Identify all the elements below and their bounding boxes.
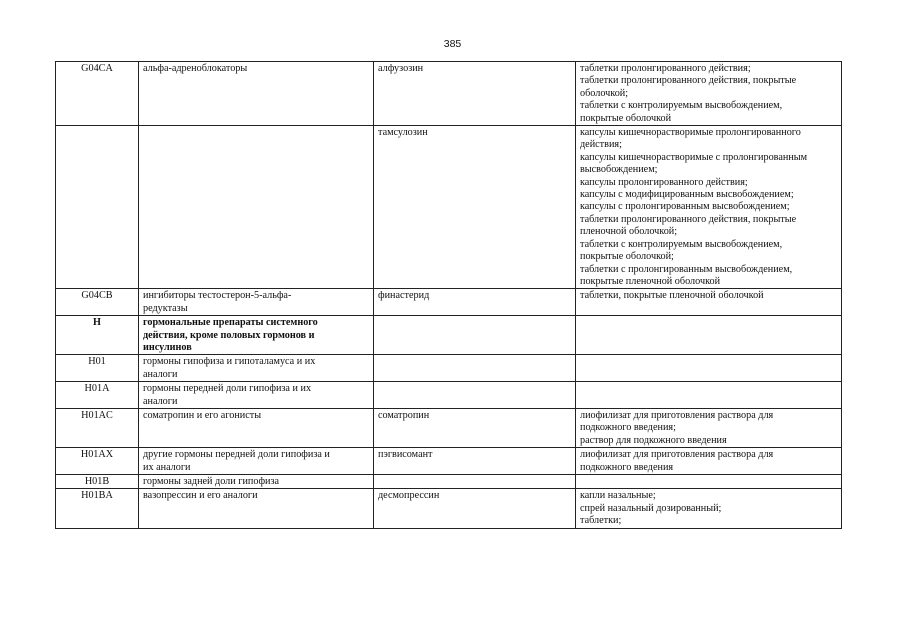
group-name-cell — [139, 289, 374, 316]
table-row — [56, 126, 842, 289]
group-name-cell — [139, 408, 374, 447]
dosage-forms-cell-line: таблетки с контролируемым высвобождением, — [580, 100, 783, 112]
dosage-forms-cell-line: покрытые оболочкой — [580, 112, 672, 124]
table-row — [56, 316, 842, 355]
atc-code-cell — [56, 289, 139, 316]
atc-code-cell — [56, 62, 139, 126]
atc-code-cell-line: H01A — [84, 383, 110, 395]
group-name-cell-line: соматропин и его агонисты — [143, 409, 262, 421]
dosage-forms-cell-line: спрей назальный дозированный; — [580, 502, 722, 514]
group-name-cell-line: другие гормоны передней доли гипофиза и — [143, 449, 330, 461]
group-name-cell — [139, 382, 374, 409]
dosage-forms-cell-line: подкожного введения; — [580, 422, 676, 434]
dosage-forms-cell-line: таблетки; — [580, 515, 622, 527]
dosage-forms-cell-line: капсулы с модифицированным высвобождением; — [580, 189, 794, 201]
table-row — [56, 475, 842, 489]
table-body — [56, 62, 842, 529]
dosage-forms-cell — [576, 62, 842, 126]
group-name-cell-line: действия, кроме половых гормонов и — [143, 329, 315, 341]
table-row — [56, 382, 842, 409]
drug-name-cell — [374, 382, 576, 409]
drug-name-cell — [374, 126, 576, 289]
group-name-cell-line: гормональные препараты системного — [143, 317, 318, 329]
atc-code-cell-line: G04CB — [81, 290, 113, 302]
dosage-forms-cell-line: таблетки, покрытые пленочной оболочкой — [580, 290, 764, 302]
drug-name-cell-line: тамсулозин — [378, 127, 428, 139]
dosage-forms-cell — [576, 126, 842, 289]
dosage-forms-cell-line: таблетки пролонгированного действия; — [580, 63, 751, 74]
group-name-cell — [139, 126, 374, 289]
group-name-cell — [139, 62, 374, 126]
dosage-forms-cell-line: таблетки пролонгированного действия, покрытые — [580, 213, 797, 225]
atc-code-cell — [56, 408, 139, 447]
dosage-forms-cell-line: таблетки с контролируемым высвобождением, — [580, 238, 783, 250]
dosage-forms-cell-line: лиофилизат для приготовления раствора для — [580, 449, 774, 461]
dosage-forms-cell-line: таблетки с пролонгированным высвобождением, — [580, 263, 793, 275]
dosage-forms-cell-line: покрытые пленочной оболочкой — [580, 275, 721, 287]
drug-name-cell-line: соматропин — [378, 409, 430, 421]
drug-name-cell — [374, 475, 576, 489]
dosage-forms-cell — [576, 316, 842, 355]
atc-code-cell-line: H01 — [88, 356, 106, 368]
group-name-cell — [139, 316, 374, 355]
dosage-forms-cell-line: подкожного введения — [580, 461, 674, 473]
drug-name-cell — [374, 355, 576, 382]
atc-code-cell — [56, 355, 139, 382]
drug-name-cell — [374, 316, 576, 355]
dosage-forms-cell — [576, 448, 842, 475]
drug-name-cell — [374, 489, 576, 528]
group-name-cell-line: гормоны гипофиза и гипоталамуса и их — [143, 356, 316, 368]
atc-code-cell — [56, 316, 139, 355]
dosage-forms-cell-line: оболочкой; — [580, 87, 629, 99]
dosage-forms-cell — [576, 475, 842, 489]
atc-code-cell-line: H01B — [84, 476, 110, 487]
dosage-forms-cell — [576, 408, 842, 447]
atc-code-cell-line: H01AX — [80, 449, 114, 461]
dosage-forms-cell-line: высвобождением; — [580, 164, 658, 176]
group-name-cell-line: их аналоги — [143, 461, 191, 473]
dosage-forms-cell-line: таблетки пролонгированного действия, покрытые — [580, 75, 797, 87]
atc-code-cell — [56, 126, 139, 289]
dosage-forms-cell-line: пленочной оболочкой; — [580, 226, 678, 238]
group-name-cell-line: гормоны задней доли гипофиза — [143, 476, 280, 487]
group-name-cell-line: редуктазы — [143, 302, 188, 314]
dosage-forms-cell-line: капсулы кишечнорастворимые с пролонгированным — [580, 151, 808, 163]
page-number: 385 — [443, 38, 462, 50]
dosage-forms-cell-line: лиофилизат для приготовления раствора для — [580, 409, 774, 421]
drug-name-cell-line: десмопрессин — [378, 490, 440, 502]
drug-classification-table — [55, 61, 842, 529]
dosage-forms-cell — [576, 382, 842, 409]
atc-code-cell-line: H01AC — [81, 409, 113, 421]
group-name-cell-line: аналоги — [143, 368, 178, 380]
group-name-cell — [139, 448, 374, 475]
atc-code-cell — [56, 382, 139, 409]
table-row — [56, 408, 842, 447]
group-name-cell-line: вазопрессин и его аналоги — [143, 490, 258, 502]
drug-name-cell — [374, 448, 576, 475]
dosage-forms-cell-line: действия; — [580, 139, 622, 151]
group-name-cell — [139, 355, 374, 382]
dosage-forms-cell — [576, 489, 842, 528]
group-name-cell — [139, 475, 374, 489]
dosage-forms-cell-line: покрытые оболочкой; — [580, 251, 674, 263]
table-row — [56, 62, 842, 126]
atc-code-cell-line: H01BA — [81, 490, 113, 502]
atc-code-cell-line: H — [93, 317, 101, 329]
dosage-forms-cell-line: капсулы пролонгированного действия; — [580, 176, 748, 188]
table-row — [56, 448, 842, 475]
table-row — [56, 489, 842, 528]
dosage-forms-cell — [576, 355, 842, 382]
atc-code-cell — [56, 475, 139, 489]
table-row — [56, 355, 842, 382]
atc-code-cell — [56, 448, 139, 475]
dosage-forms-cell-line: капсулы кишечнорастворимые пролонгированного — [580, 127, 801, 139]
group-name-cell-line: инсулинов — [143, 341, 192, 353]
dosage-forms-cell-line: раствор для подкожного введения — [580, 434, 727, 446]
drug-name-cell-line: финастерид — [378, 290, 430, 302]
group-name-cell-line: гормоны передней доли гипофиза и их — [143, 383, 312, 395]
drug-name-cell — [374, 62, 576, 126]
drug-name-cell-line: алфузозин — [378, 63, 424, 74]
atc-code-cell-line: G04CA — [81, 63, 113, 74]
atc-code-cell — [56, 489, 139, 528]
drug-name-cell — [374, 408, 576, 447]
group-name-cell-line: аналоги — [143, 395, 178, 407]
table-row — [56, 289, 842, 316]
dosage-forms-cell-line: капли назальные; — [580, 490, 656, 502]
drug-name-cell-line: пэгвисомант — [378, 449, 433, 461]
dosage-forms-cell — [576, 289, 842, 316]
group-name-cell — [139, 489, 374, 528]
group-name-cell-line: альфа-адреноблокаторы — [143, 63, 248, 74]
group-name-cell-line: ингибиторы тестостерон-5-альфа- — [143, 290, 292, 302]
drug-name-cell — [374, 289, 576, 316]
dosage-forms-cell-line: капсулы с пролонгированным высвобождением; — [580, 201, 790, 213]
